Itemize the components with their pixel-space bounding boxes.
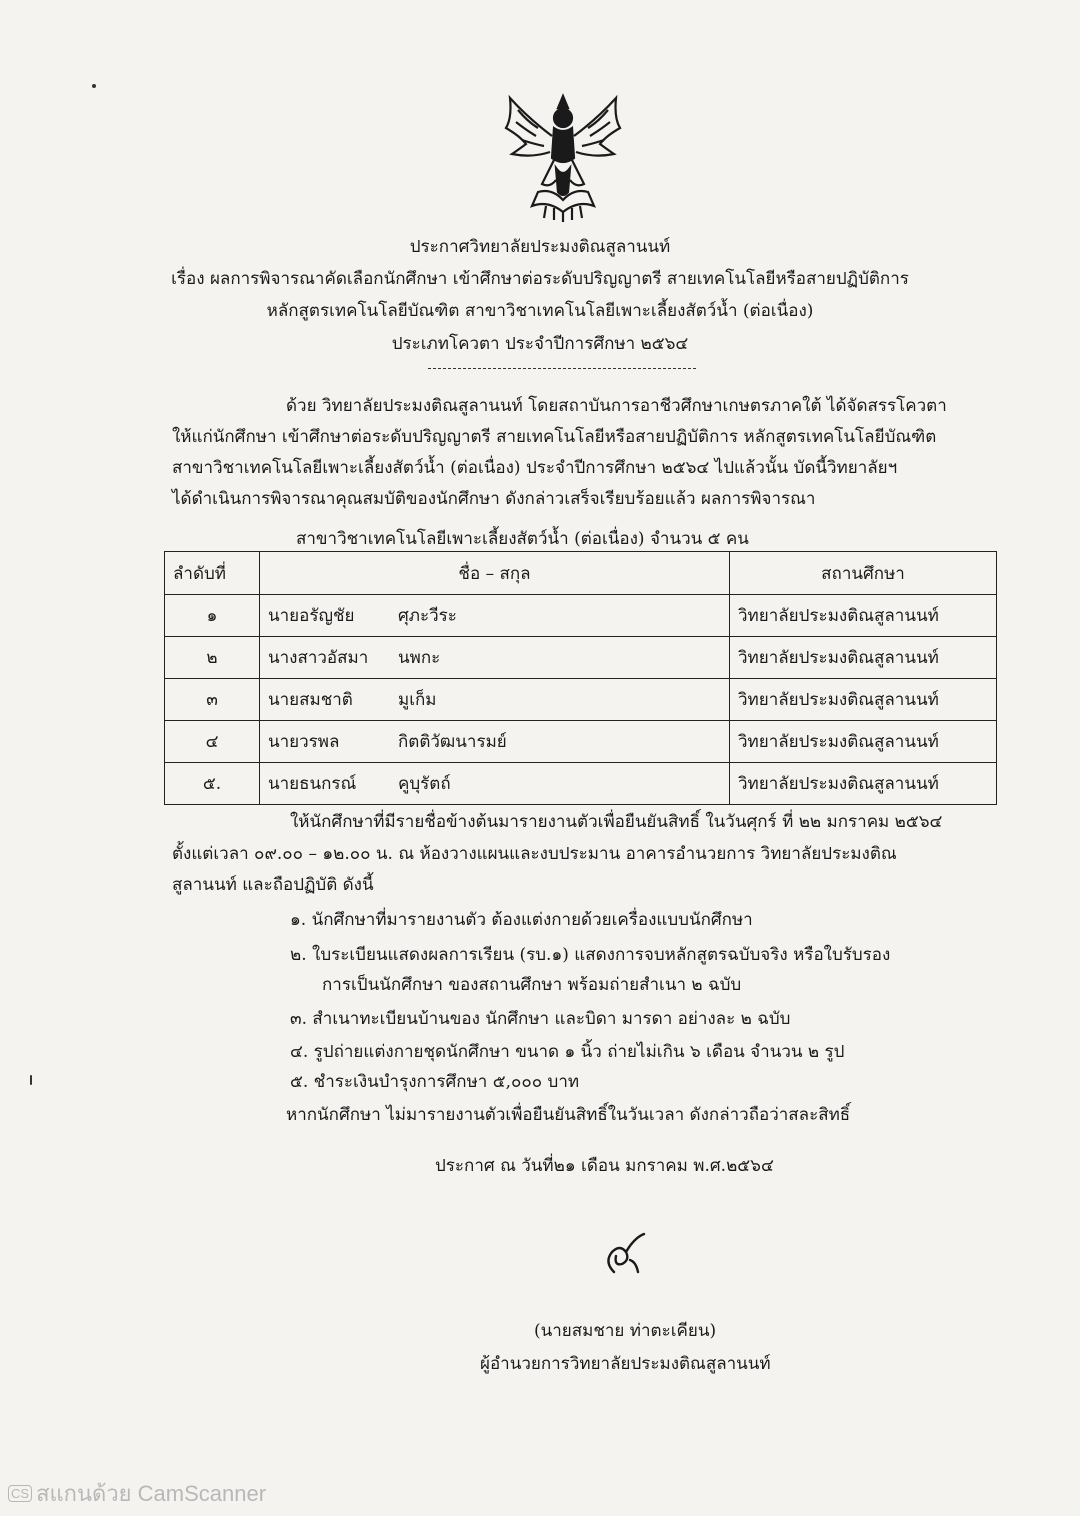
first-name: นายธนกรณ์ — [268, 774, 357, 794]
requirement-4: ๔. รูปถ่ายแต่งกายชุดนักศึกษา ขนาด ๑ นิ้ว ถ่ายไม่เกิน ๖ เดือน จำนวน ๒ รูป — [290, 1042, 845, 1062]
table-caption: สาขาวิชาเทคโนโลยีเพาะเลี้ยงสัตว์น้ำ (ต่อเนื่อง) จำนวน ๕ คน — [296, 529, 749, 549]
row-school: วิทยาลัยประมงติณสูลานนท์ — [730, 763, 997, 805]
camscanner-text: สแกนด้วย CamScanner — [36, 1481, 267, 1506]
row-name — [260, 637, 730, 679]
announcement-subject-line-2: หลักสูตรเทคโนโลยีบัณฑิต สาขาวิชาเทคโนโลยีเพาะเลี้ยงสัตว์น้ำ (ต่อเนื่อง) — [266, 301, 814, 321]
camscanner-watermark — [8, 1476, 266, 1511]
requirement-2-continued: การเป็นนักศึกษา ของสถานศึกษา พร้อมถ่ายสำเนา ๒ ฉบับ — [322, 975, 742, 995]
table-row — [165, 721, 997, 763]
report-line-3: สูลานนท์ และถือปฏิบัติ ดังนี้ — [172, 875, 374, 895]
signatory-name: (นายสมชาย ท่าตะเคียน) — [534, 1321, 717, 1341]
row-number: ๒ — [165, 637, 260, 679]
first-name: นายสมชาติ — [268, 690, 353, 710]
announcement-title: ประกาศวิทยาลัยประมงติณสูลานนท์ — [409, 237, 671, 257]
requirement-3: ๓. สำเนาทะเบียนบ้านของ นักศึกษา และบิดา มารดา อย่างละ ๒ ฉบับ — [290, 1009, 791, 1029]
row-name — [260, 679, 730, 721]
table-row — [165, 595, 997, 637]
heading-divider — [428, 368, 696, 369]
intro-line-1: ด้วย วิทยาลัยประมงติณสูลานนท์ โดยสถาบันการอาชีวศึกษาเกษตรภาคใต้ ได้จัดสรรโควตา — [286, 396, 947, 416]
intro-line-4: ได้ดำเนินการพิจารณาคุณสมบัติของนักศึกษา ดังกล่าวเสร็จเรียบร้อยแล้ว ผลการพิจารณา — [172, 489, 816, 509]
header-name: ชื่อ – สกุล — [260, 552, 730, 595]
row-number: ๔ — [165, 721, 260, 763]
last-name: กิตติวัฒนารมย์ — [398, 732, 507, 752]
first-name: นายวรพล — [268, 732, 340, 752]
last-name: ศุภะวีระ — [398, 606, 457, 626]
last-name: คูบุรัตถ์ — [398, 774, 451, 794]
last-name: มูเก็ม — [398, 690, 437, 710]
camscanner-badge-icon: CS — [8, 1485, 32, 1502]
first-name: นางสาวอัสมา — [268, 648, 369, 668]
garuda-emblem-icon — [498, 88, 628, 223]
row-school: วิทยาลัยประมงติณสูลานนท์ — [730, 679, 997, 721]
report-line-1: ให้นักศึกษาที่มีรายชื่อข้างต้นมารายงานตัวเพื่อยืนยันสิทธิ์ ในวันศุกร์ ที่ ๒๒ มกราคม ๒๕๖๔ — [290, 812, 943, 832]
first-name: นายอรัญชัย — [268, 606, 355, 626]
row-school: วิทยาลัยประมงติณสูลานนท์ — [730, 637, 997, 679]
results-table — [164, 551, 997, 805]
row-name — [260, 595, 730, 637]
announcement-subject-line-1: เรื่อง ผลการพิจารณาคัดเลือกนักศึกษา เข้าศึกษาต่อระดับปริญญาตรี สายเทคโนโลยีหรือสายปฏิบัติการ — [171, 269, 909, 289]
header-school: สถานศึกษา — [730, 552, 997, 595]
row-number: ๓ — [165, 679, 260, 721]
forfeit-warning: หากนักศึกษา ไม่มารายงานตัวเพื่อยืนยันสิทธิ์ในวันเวลา ดังกล่าวถือว่าสละสิทธิ์ — [286, 1105, 851, 1125]
table-row — [165, 763, 997, 805]
scan-speck — [92, 84, 96, 88]
announcement-subject-line-3: ประเภทโควตา ประจำปีการศึกษา ๒๕๖๔ — [391, 334, 689, 354]
header-order: ลำดับที่ — [165, 552, 260, 595]
report-line-2: ตั้งแต่เวลา ๐๙.๐๐ – ๑๒.๐๐ น. ณ ห้องวางแผนและงบประมาน อาคารอำนวยการ วิทยาลัยประมงติณ — [172, 844, 897, 864]
row-name — [260, 721, 730, 763]
requirement-2: ๒. ใบระเบียนแสดงผลการเรียน (รบ.๑) แสดงการจบหลักสูตรฉบับจริง หรือใบรับรอง — [290, 945, 891, 965]
requirement-5: ๕. ชำระเงินบำรุงการศึกษา ๕,๐๐๐ บาท — [290, 1072, 580, 1092]
intro-line-3: สาขาวิชาเทคโนโลยีเพาะเลี้ยงสัตว์น้ำ (ต่อเนื่อง) ประจำปีการศึกษา ๒๕๖๔ ไปแล้วนั้น บัดนี้วิทยาลัยฯ — [172, 458, 898, 478]
row-school: วิทยาลัยประมงติณสูลานนท์ — [730, 595, 997, 637]
row-name — [260, 763, 730, 805]
table-header-row — [165, 552, 997, 595]
table-row — [165, 637, 997, 679]
signatory-position: ผู้อำนวยการวิทยาลัยประมงติณสูลานนท์ — [480, 1354, 771, 1374]
last-name: นพกะ — [398, 648, 441, 668]
signature-icon — [600, 1232, 650, 1278]
intro-line-2: ให้แก่นักศึกษา เข้าศึกษาต่อระดับปริญญาตรี สายเทคโนโลยีหรือสายปฏิบัติการ หลักสูตรเทคโนโลยีบัณฑิต — [172, 427, 937, 447]
row-school: วิทยาลัยประมงติณสูลานนท์ — [730, 721, 997, 763]
row-number: ๕. — [165, 763, 260, 805]
scan-mark — [30, 1075, 32, 1085]
requirement-1: ๑. นักศึกษาที่มารายงานตัว ต้องแต่งกายด้วยเครื่องแบบนักศึกษา — [290, 910, 753, 930]
row-number: ๑ — [165, 595, 260, 637]
table-row — [165, 679, 997, 721]
announcement-date: ประกาศ ณ วันที่๒๑ เดือน มกราคม พ.ศ.๒๕๖๔ — [435, 1156, 774, 1176]
